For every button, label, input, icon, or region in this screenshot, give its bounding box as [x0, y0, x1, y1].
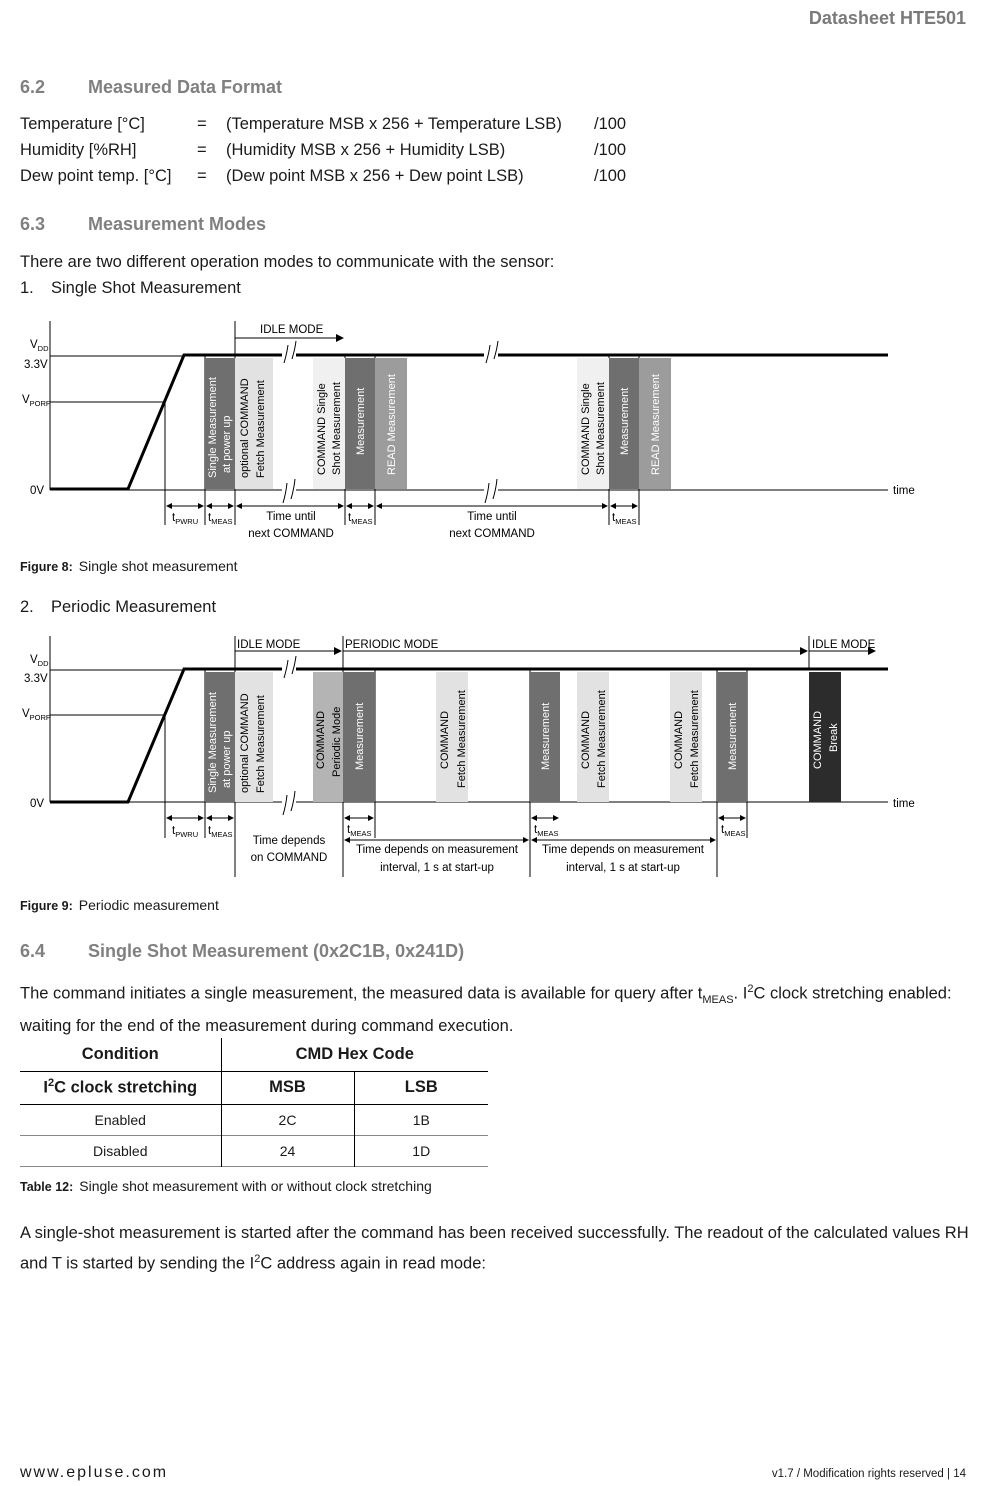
document-title: Datasheet HTE501: [808, 8, 966, 28]
svg-text:interval, 1 s at start-up: interval, 1 s at start-up: [566, 862, 680, 874]
svg-text:Single Measurement: Single Measurement: [207, 377, 219, 478]
list-item-periodic: Periodic Measurement: [51, 598, 217, 616]
svg-text:Fetch Measurement: Fetch Measurement: [456, 690, 468, 788]
section-heading-6-3: [20, 214, 620, 236]
svg-text:tPWRU: $t_{PWRU}$: [172, 825, 199, 839]
list-item-number: 1.: [20, 279, 34, 297]
svg-text:Measurement: Measurement: [355, 387, 367, 455]
svg-text:tMEAS: $t_{MEAS}$: [721, 824, 746, 838]
svg-text:COMMAND: COMMAND: [812, 710, 824, 769]
svg-text:Time until: Time until: [266, 511, 316, 523]
svg-text:VDD: $V_{DD}$: [30, 654, 49, 668]
svg-text:Time depends: Time depends: [252, 835, 326, 847]
svg-text:Time depends on measurement: Time depends on measurement: [356, 844, 518, 856]
header-condition: Condition: [20, 1038, 221, 1071]
svg-text:Time until: Time until: [467, 511, 517, 523]
footer-website: www.epluse.com: [20, 1464, 169, 1481]
table-12-caption: Table 12: Single shot measurement with or without clock stretching: [20, 1178, 432, 1194]
label-idle-mode: IDLE MODE: [260, 324, 324, 336]
svg-text:Fetch Measurement: Fetch Measurement: [596, 690, 608, 788]
format-divisor: /100: [594, 115, 627, 133]
section-title: Measured Data Format: [88, 77, 283, 97]
svg-text:Shot Measurement: Shot Measurement: [595, 382, 607, 475]
svg-text:at power up: at power up: [221, 415, 233, 473]
label-time: time: [893, 485, 915, 497]
svg-text:optional COMMAND: optional COMMAND: [239, 693, 251, 793]
format-equals: =: [197, 141, 207, 159]
format-formula: (Humidity MSB x 256 + Humidity LSB): [226, 141, 506, 159]
format-name: Dew point temp. [°C]: [20, 167, 172, 185]
section-title: Measurement Modes: [88, 214, 267, 234]
table-cmd-hex-codes: [20, 1038, 488, 1167]
svg-text:optional COMMAND: optional COMMAND: [239, 378, 251, 478]
format-equals: =: [197, 115, 207, 133]
format-name: Humidity [%RH]: [20, 141, 137, 159]
svg-text:COMMAND: COMMAND: [673, 710, 685, 769]
paragraph-single-shot-readout: A single-shot measurement is started after the command has been received successfully. The readout of the calculated values RH and T is started by sending the $I^2C$ address again in read mode:: [20, 1224, 969, 1273]
format-formula: (Dew point MSB x 256 + Dew point LSB): [226, 167, 524, 185]
figure-8-caption: Figure 8: Single shot measurement: [20, 558, 238, 574]
svg-text:VPORP: $V_{PORP}$: [22, 394, 51, 408]
svg-text:Break: Break: [828, 723, 840, 752]
label-periodic-mode: PERIODIC MODE: [345, 639, 439, 651]
svg-text:Measurement: Measurement: [727, 702, 739, 770]
svg-text:COMMAND Single: COMMAND Single: [316, 383, 328, 475]
svg-text:VDD: $V_{DD}$: [30, 339, 49, 353]
header-cmd-hex-code: CMD Hex Code: [295, 1044, 414, 1063]
table-row: Enabled 2C 1B: [20, 1104, 488, 1135]
svg-text:Single Measurement: Single Measurement: [207, 692, 219, 793]
svg-text:tMEAS: $t_{MEAS}$: [208, 825, 233, 839]
svg-text:Periodic Mode: Periodic Mode: [331, 706, 343, 777]
svg-text:Fetch Measurement: Fetch Measurement: [689, 690, 701, 788]
svg-text:tMEAS: $t_{MEAS}$: [347, 824, 372, 838]
svg-text:tMEAS: $t_{MEAS}$: [208, 512, 233, 526]
svg-text:next COMMAND: next COMMAND: [248, 528, 334, 540]
label-idle-mode: IDLE MODE: [237, 639, 301, 651]
header-clock-stretching: $I^2C$ clock stretching: [20, 1071, 221, 1104]
svg-text:time: time: [893, 798, 915, 810]
svg-text:Measurement: Measurement: [619, 387, 631, 455]
format-name: Temperature [°C]: [20, 115, 145, 133]
svg-text:3.3V: 3.3V: [24, 673, 48, 685]
figure-8-timing-diagram: [0, 315, 1000, 555]
svg-text:COMMAND: COMMAND: [580, 710, 592, 769]
svg-text:VPORP: $V_{PORP}$: [22, 708, 51, 722]
svg-text:interval, 1 s at start-up: interval, 1 s at start-up: [380, 862, 494, 874]
svg-text:tMEAS: $t_{MEAS}$: [534, 824, 559, 838]
svg-text:tPWRU: $t_{PWRU}$: [172, 512, 199, 526]
list-item-number: 2.: [20, 598, 34, 616]
svg-text:Fetch Measurement: Fetch Measurement: [255, 380, 267, 478]
svg-text:Shot Measurement: Shot Measurement: [331, 382, 343, 475]
svg-text:0V: 0V: [30, 798, 45, 810]
figure-9-timing-diagram: [0, 630, 1000, 885]
format-divisor: /100: [594, 167, 627, 185]
header-lsb: LSB: [404, 1078, 438, 1096]
svg-text:at power up: at power up: [221, 730, 233, 788]
modes-intro: There are two different operation modes to communicate with the sensor:: [20, 253, 555, 271]
svg-text:COMMAND Single: COMMAND Single: [580, 383, 592, 475]
svg-text:tMEAS: $t_{MEAS}$: [348, 512, 373, 526]
section-heading-6-2: [20, 77, 620, 99]
label-idle-mode-2: IDLE MODE: [812, 639, 876, 651]
figure-9-caption: Figure 9: Periodic measurement: [20, 897, 219, 913]
section-number: 6.3: [20, 214, 46, 234]
svg-text:READ Measurement: READ Measurement: [650, 374, 662, 475]
label-0v: 0V: [30, 485, 45, 497]
section-title: Single Shot Measurement (0x2C1B, 0x241D): [88, 941, 465, 961]
svg-text:Measurement: Measurement: [354, 702, 366, 770]
paragraph-command-description: The command initiates a single measurement, the measured data is available for query after $t_{MEAS}$. $I^2C$ clock stretching enabled: waiting for the end of the measurement during command execution.: [20, 983, 952, 1035]
section-number: 6.4: [20, 941, 46, 961]
svg-text:Fetch Measurement: Fetch Measurement: [255, 695, 267, 793]
svg-text:on COMMAND: on COMMAND: [250, 852, 328, 864]
svg-text:Time depends on measurement: Time depends on measurement: [542, 844, 704, 856]
table-row: Disabled 24 1D: [20, 1135, 488, 1166]
svg-text:next COMMAND: next COMMAND: [449, 528, 535, 540]
svg-text:COMMAND: COMMAND: [439, 710, 451, 769]
section-heading-6-4: [20, 941, 620, 963]
svg-text:Measurement: Measurement: [540, 702, 552, 770]
section-number: 6.2: [20, 77, 46, 97]
svg-text:COMMAND: COMMAND: [315, 710, 327, 769]
svg-text:tMEAS: $t_{MEAS}$: [612, 512, 637, 526]
svg-text:READ Measurement: READ Measurement: [386, 374, 398, 475]
format-formula: (Temperature MSB x 256 + Temperature LSB): [226, 115, 562, 133]
format-equals: =: [197, 167, 207, 185]
list-item-single-shot: Single Shot Measurement: [51, 279, 241, 297]
label-3v3: 3.3V: [24, 359, 48, 371]
format-divisor: /100: [594, 141, 627, 159]
header-msb: MSB: [221, 1071, 354, 1104]
footer-version: v1.7 / Modification rights reserved | 14: [771, 1468, 966, 1480]
